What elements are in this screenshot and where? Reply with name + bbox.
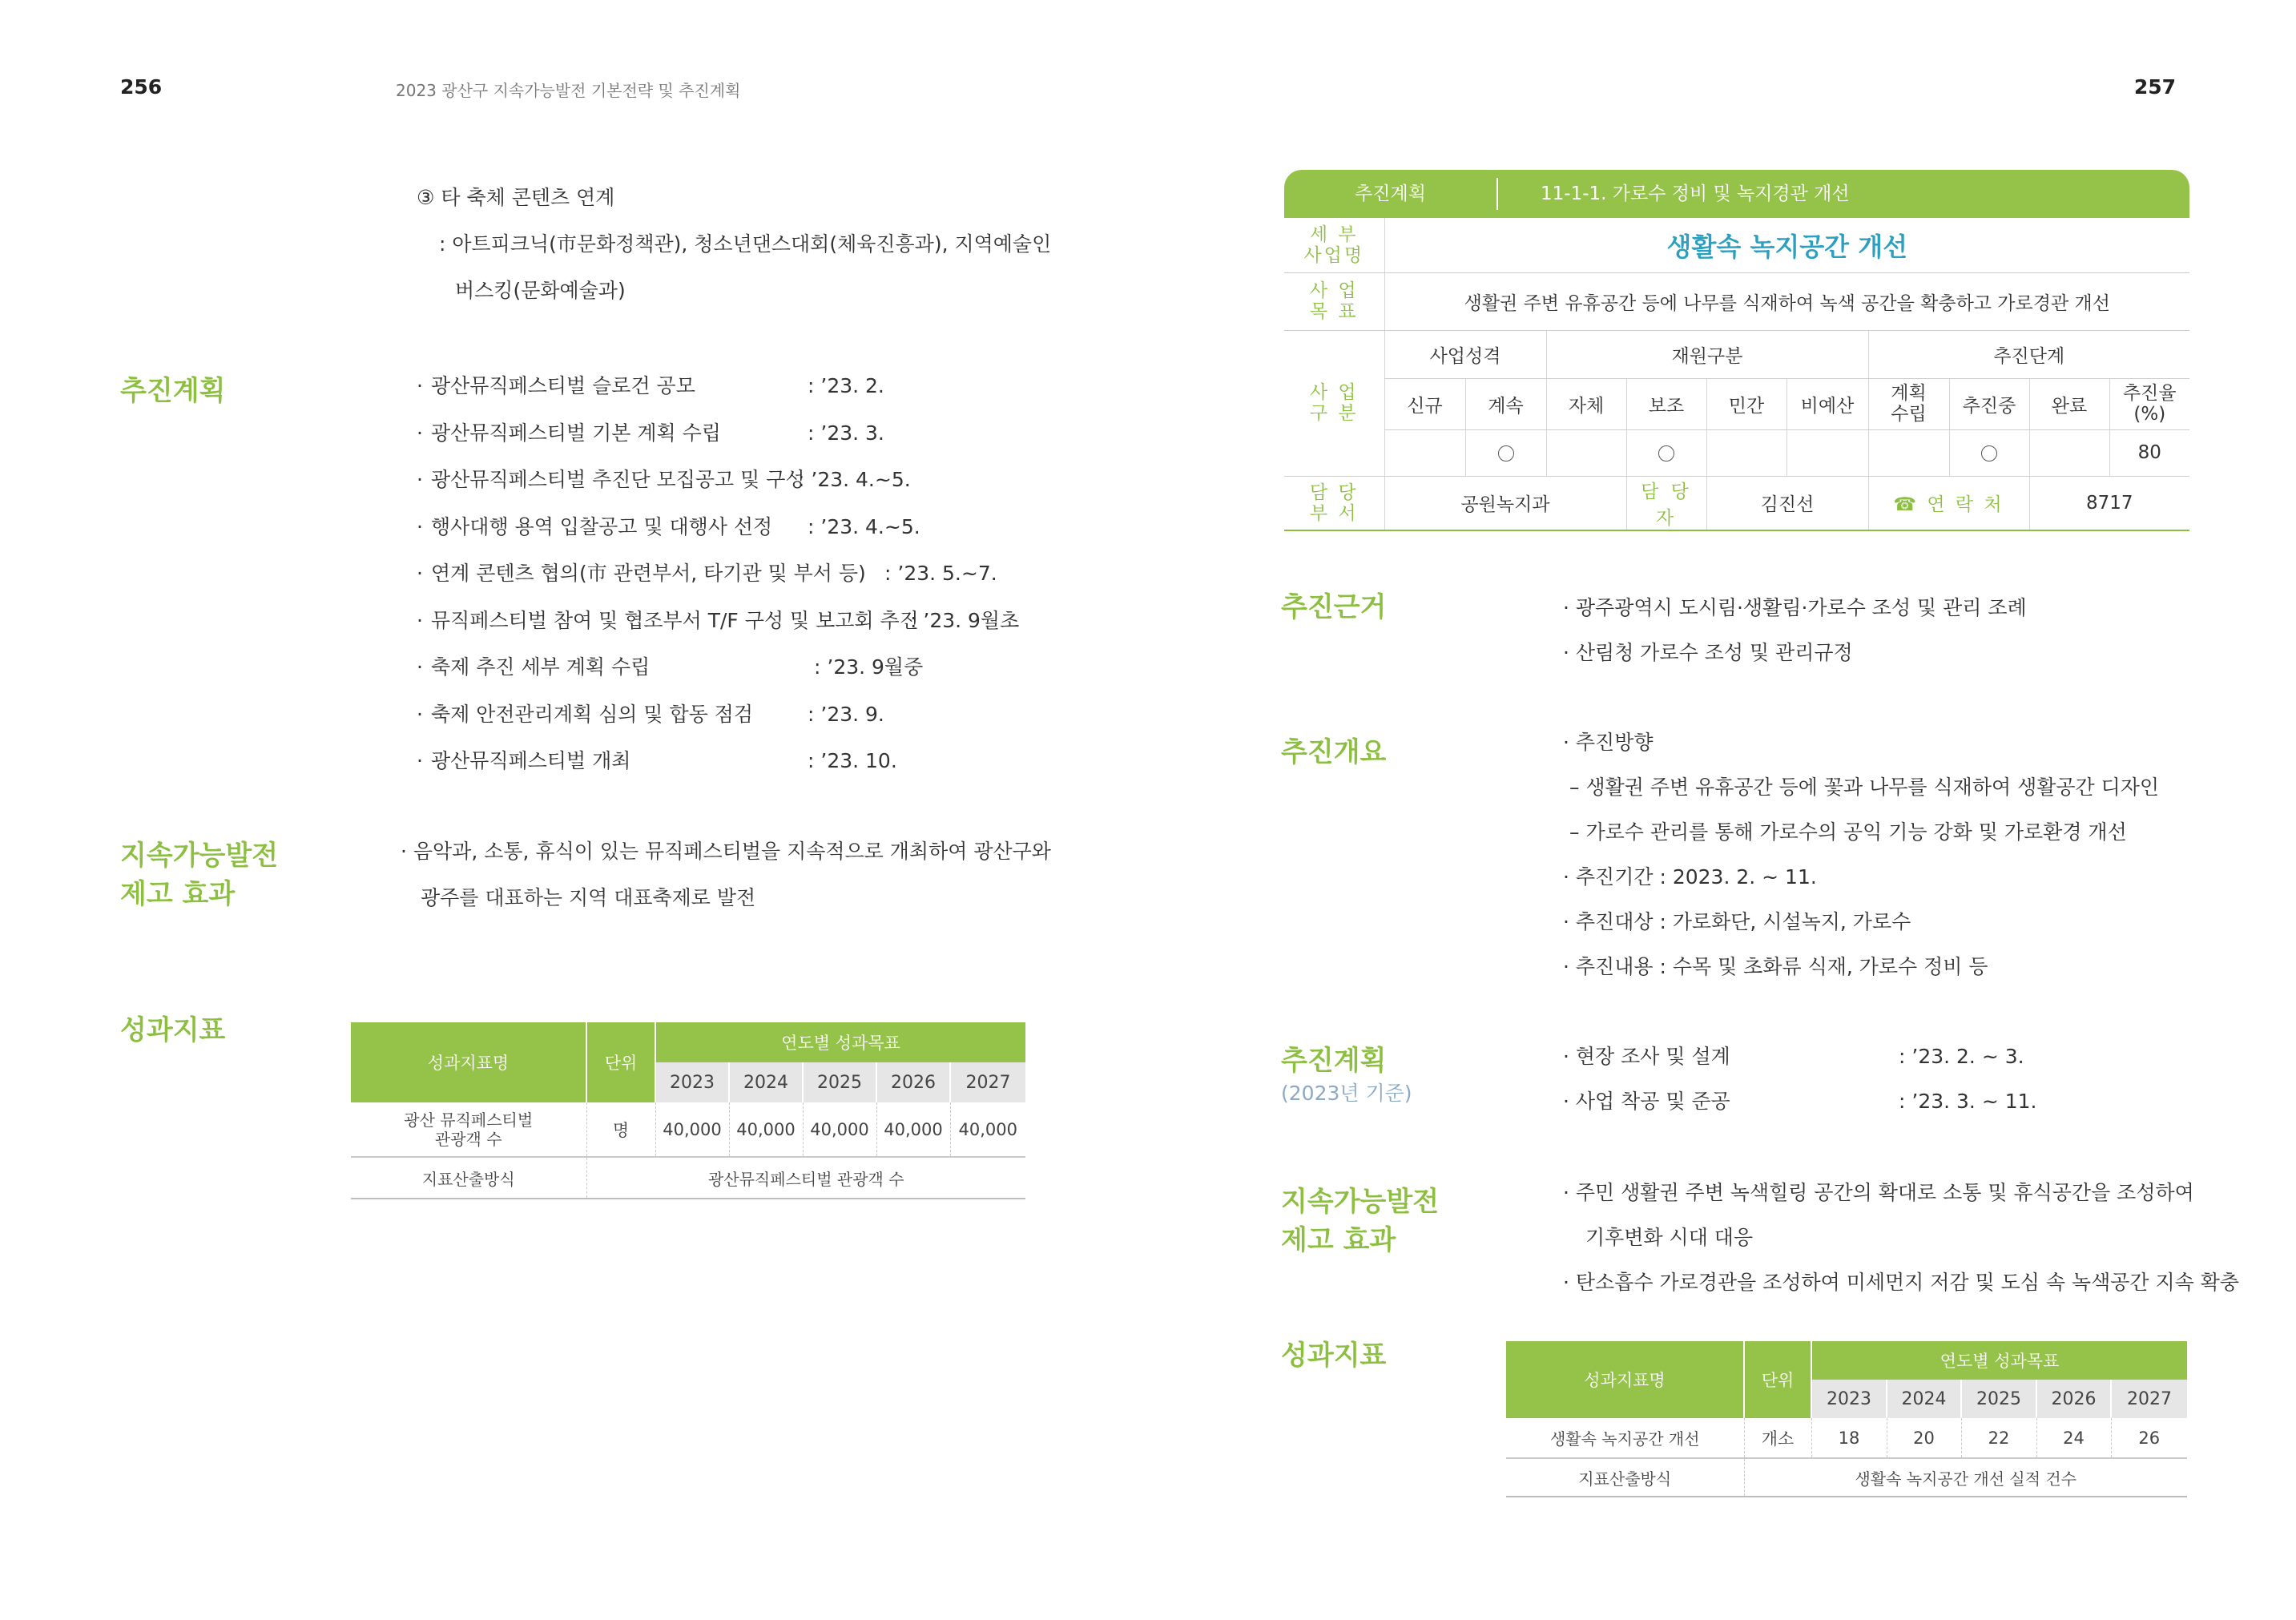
header-year-targets: 연도별 성과목표 xyxy=(655,1022,1025,1062)
value-cell: 26 xyxy=(2111,1418,2187,1458)
plan-item: · 뮤직페스티벌 참여 및 협조부서 T/F 구성 및 보고회 추진 : ’23. 9월초 xyxy=(417,608,1020,632)
subheader-cell: 신규 xyxy=(1384,378,1465,429)
year-cell: 2024 xyxy=(729,1062,803,1102)
plan-item: · 광산뮤직페스티벌 개최 : ’23. 10. xyxy=(417,749,897,772)
unit-cell: 명 xyxy=(586,1102,655,1157)
plan-item-right: · 사업 착공 및 준공 xyxy=(1563,1090,1730,1113)
plan-section-title: 추진계획 xyxy=(120,375,226,407)
subheader-cell: 추진중 xyxy=(1949,378,2029,429)
overview-direction-label: · 추진방향 xyxy=(1563,731,1654,754)
header-indicator-name: 성과지표명 xyxy=(1506,1341,1744,1418)
subheader-cell: 추진율 (%) xyxy=(2109,378,2189,429)
value-cell: 40,000 xyxy=(729,1102,803,1157)
plan-item: · 연계 콘텐츠 협의(市 관련부서, 타기관 및 부서 등) : ’23. 5.~7. xyxy=(417,562,997,585)
goal-label: 사 업 목 표 xyxy=(1284,272,1384,330)
year-cell: 2025 xyxy=(803,1062,876,1102)
basis-item: · 산림청 가로수 조성 및 관리규정 xyxy=(1563,641,1853,664)
manager-value: 김진선 xyxy=(1706,476,1868,530)
year-cell: 2027 xyxy=(950,1062,1025,1102)
plan-item: · 광산뮤직페스티벌 슬로건 공모 : ’23. 2. xyxy=(417,374,884,397)
year-cell: 2024 xyxy=(1887,1380,1961,1418)
plan-item: · 축제 안전관리계획 심의 및 합동 점검 : ’23. 9. xyxy=(417,702,884,726)
header-unit: 단위 xyxy=(1744,1341,1811,1418)
method-label-cell: 지표산출방식 xyxy=(351,1157,586,1199)
year-cell: 2025 xyxy=(1961,1380,2036,1418)
mark-cell xyxy=(1868,429,1949,476)
basis-item: · 광주광역시 도시림·생활림·가로수 조성 및 관리 조례 xyxy=(1563,596,2027,619)
year-cell: 2023 xyxy=(655,1062,729,1102)
project-row xyxy=(1284,218,2189,272)
dept-row xyxy=(1284,476,2189,530)
mark-cell xyxy=(1546,429,1626,476)
page-number-right: 257 xyxy=(2133,75,2176,99)
mark-cell xyxy=(1626,429,1706,476)
value-cell: 40,000 xyxy=(876,1102,950,1157)
page-number-left: 256 xyxy=(120,75,163,99)
right-page xyxy=(1148,0,2296,1620)
goal-text: 생활권 주변 유휴공간 등에 나무를 식재하여 녹색 공간을 확충하고 가로경관 개선 xyxy=(1384,272,2189,330)
subheader-cell: 보조 xyxy=(1626,378,1706,429)
sustainability-line-3: · 탄소흡수 가로경관을 조성하여 미세먼지 저감 및 도심 속 녹색공간 지속 확충 xyxy=(1563,1271,2240,1294)
table-row xyxy=(351,1157,1025,1199)
progress-rate-cell: 80 xyxy=(2109,429,2189,476)
table-row xyxy=(1506,1418,2187,1458)
mark-cell xyxy=(1465,429,1546,476)
year-cell: 2026 xyxy=(2036,1380,2111,1418)
year-cell: 2026 xyxy=(876,1062,950,1102)
circle-mark-icon xyxy=(1658,445,1674,461)
plan-table xyxy=(1284,218,2189,531)
sustainability-title-line1: 지속가능발전 xyxy=(1281,1186,1440,1218)
indicator-title-left: 성과지표 xyxy=(120,1014,226,1046)
plan-subtitle: (2023년 기준) xyxy=(1281,1082,1412,1105)
subheader-cell: 민간 xyxy=(1706,378,1786,429)
subheader-cell: 계획 수립 xyxy=(1868,378,1949,429)
mark-cell xyxy=(1949,429,2029,476)
sustainability-title-line2: 제고 효과 xyxy=(120,878,236,910)
category-subheader-row xyxy=(1284,378,2189,429)
indicator-title-right: 성과지표 xyxy=(1281,1340,1387,1372)
value-cell: 24 xyxy=(2036,1418,2111,1458)
year-cell: 2023 xyxy=(1811,1380,1887,1418)
category-group-row xyxy=(1284,330,2189,378)
plan-list xyxy=(407,363,1048,785)
indicator-name-cell: 생활속 녹지공간 개선 xyxy=(1506,1418,1744,1458)
value-cell: 22 xyxy=(1961,1418,2036,1458)
basis-title: 추진근거 xyxy=(1281,591,1387,623)
group-nature: 사업성격 xyxy=(1384,330,1546,378)
circle-mark-icon xyxy=(1498,445,1514,461)
header-divider xyxy=(1496,178,1498,210)
category-label: 사 업 구 분 xyxy=(1284,330,1384,476)
group-funding: 재원구분 xyxy=(1546,330,1868,378)
sustainability-line-1: · 주민 생활권 주변 녹색힐링 공간의 확대로 소통 및 휴식공간을 조성하여 xyxy=(1563,1181,2194,1204)
mark-cell xyxy=(1786,429,1868,476)
value-cell: 40,000 xyxy=(655,1102,729,1157)
header-indicator-name: 성과지표명 xyxy=(351,1022,586,1102)
plan-header-label: 추진계획 xyxy=(1355,183,1426,204)
overview-period: · 추진기간 : 2023. 2. ~ 11. xyxy=(1563,865,1817,889)
value-cell: 40,000 xyxy=(803,1102,876,1157)
value-cell: 40,000 xyxy=(950,1102,1025,1157)
method-value-cell: 생활속 녹지공간 개선 실적 건수 xyxy=(1744,1458,2187,1497)
sustainability-line-2: 광주를 대표하는 지역 대표축제로 발전 xyxy=(421,886,756,909)
project-label: 세 부 사업명 xyxy=(1284,218,1384,272)
running-head: 2023 광산구 지속가능발전 기본전략 및 추진계획 xyxy=(396,81,741,100)
subheader-cell: 비예산 xyxy=(1786,378,1868,429)
plan-item-date: : ’23. 2. ~ 3. xyxy=(1899,1045,2024,1068)
mark-cell xyxy=(1384,429,1465,476)
table-row xyxy=(351,1102,1025,1157)
method-label-cell: 지표산출방식 xyxy=(1506,1458,1744,1497)
goal-row xyxy=(1284,272,2189,330)
contact-value: 8717 xyxy=(2029,476,2189,530)
linkage-heading: ③ 타 축체 콘텐츠 연계 xyxy=(417,186,615,209)
unit-cell: 개소 xyxy=(1744,1418,1811,1458)
plan-item: · 광산뮤직페스티벌 추진단 모집공고 및 구성 : ’23. 4.~5. xyxy=(417,468,911,491)
indicator-table-right xyxy=(1506,1341,2187,1497)
contact-label: ☎ 연 락 처 xyxy=(1868,476,2029,530)
subheader-cell: 자체 xyxy=(1546,378,1626,429)
overview-target: · 추진대상 : 가로화단, 시설녹지, 가로수 xyxy=(1563,910,1911,933)
plan-title-text: 추진계획 xyxy=(1281,1045,1387,1077)
sustainability-title-right xyxy=(1281,1183,1439,1259)
circle-mark-icon xyxy=(1981,445,1997,461)
manager-label: 담 당 자 xyxy=(1626,476,1706,530)
overview-title: 추진개요 xyxy=(1281,736,1387,768)
mark-cell xyxy=(2029,429,2109,476)
plan-header-value: 11-1-1. 가로수 정비 및 녹지경관 개선 xyxy=(1541,183,1850,204)
header-year-targets: 연도별 성과목표 xyxy=(1811,1341,2187,1380)
category-mark-row xyxy=(1284,429,2189,476)
linkage-line-2: 버스킹(문화예술과) xyxy=(455,279,626,302)
plan-item: · 행사대행 용역 입찰공고 및 대행사 선정 : ’23. 4.~5. xyxy=(417,514,920,538)
sustainability-title-line1: 지속가능발전 xyxy=(120,840,279,872)
overview-content: · 추진내용 : 수목 및 초화류 식재, 가로수 정비 등 xyxy=(1563,955,1988,978)
plan-table-header xyxy=(1284,170,2189,218)
subheader-cell: 완료 xyxy=(2029,378,2109,429)
dept-value: 공원녹지과 xyxy=(1384,476,1626,530)
mark-cell xyxy=(1706,429,1786,476)
linkage-line-1: : 아트피크닉(市문화정책관), 청소년댄스대회(체육진흥과), 지역예술인 xyxy=(439,232,1052,256)
value-cell: 20 xyxy=(1887,1418,1961,1458)
group-stage: 추진단계 xyxy=(1868,330,2189,378)
sustainability-line-2: 기후변화 시대 대응 xyxy=(1585,1226,1754,1249)
plan-item-date: : ’23. 3. ~ 11. xyxy=(1899,1090,2037,1113)
plan-item: · 광산뮤직페스티벌 기본 계획 수립 : ’23. 3. xyxy=(417,421,884,445)
sustainability-title-left xyxy=(120,836,278,913)
plan-title-right xyxy=(1281,1042,1412,1107)
header-unit: 단위 xyxy=(586,1022,655,1102)
year-cell: 2027 xyxy=(2111,1380,2187,1418)
indicator-name-cell: 광산 뮤직페스티벌 관광객 수 xyxy=(351,1102,586,1157)
overview-direction-item: – 가로수 관리를 통해 가로수의 공익 기능 강화 및 가로환경 개선 xyxy=(1569,820,2127,844)
plan-item-right: · 현장 조사 및 설계 xyxy=(1563,1045,1730,1068)
project-name: 생활속 녹지공간 개선 xyxy=(1384,218,2189,272)
dept-label: 담 당 부 서 xyxy=(1284,476,1384,530)
value-cell: 18 xyxy=(1811,1418,1887,1458)
sustainability-title-line2: 제고 효과 xyxy=(1281,1224,1396,1256)
overview-direction-item: – 생활권 주변 유휴공간 등에 꽃과 나무를 식재하여 생활공간 디자인 xyxy=(1569,776,2160,799)
indicator-table-left xyxy=(351,1022,1025,1199)
table-row xyxy=(1506,1458,2187,1497)
sustainability-line-1: · 음악과, 소통, 휴식이 있는 뮤직페스티벌을 지속적으로 개최하여 광산구와 xyxy=(401,840,1051,863)
subheader-cell: 계속 xyxy=(1465,378,1546,429)
method-value-cell: 광산뮤직페스티벌 관광객 수 xyxy=(586,1157,1025,1199)
plan-item: · 축제 추진 세부 계획 수립 : ’23. 9월중 xyxy=(417,655,924,679)
